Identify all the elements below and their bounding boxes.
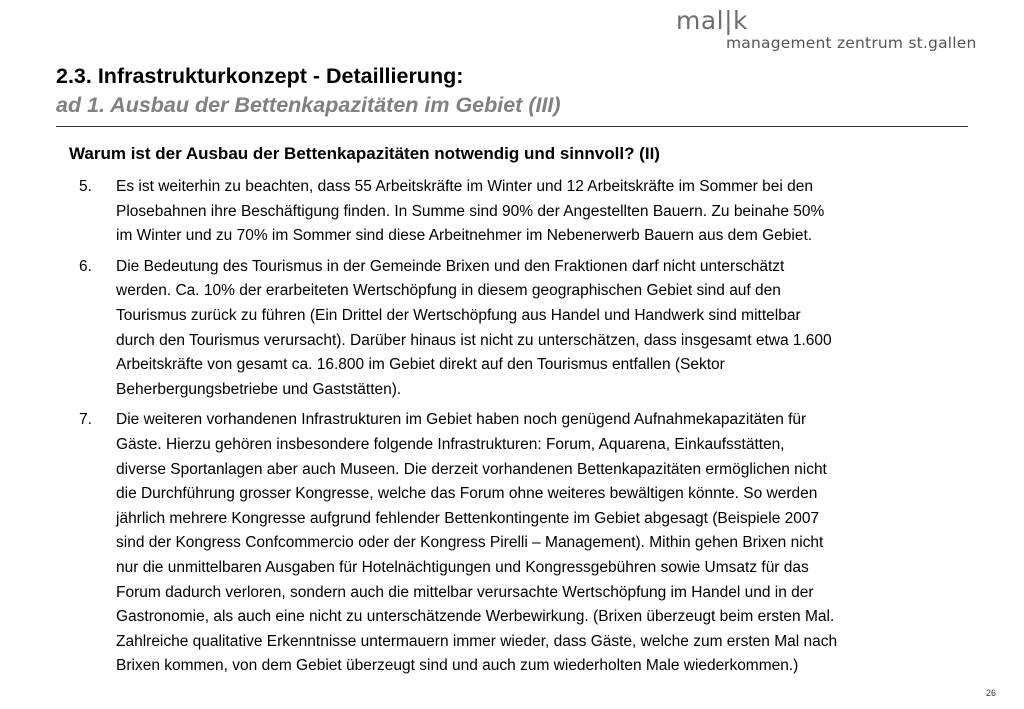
list-item-text-line: Tourismus zurück zu führen (Ein Drittel der Wertschöpfung aus Handel und Handwerk sind mittelbar xyxy=(116,306,801,324)
numbered-list xyxy=(79,175,979,685)
list-item-text-line: Die weiteren vorhandenen Infrastrukturen im Gebiet haben noch genügend Aufnahmekapazitäten für xyxy=(116,411,807,429)
list-item xyxy=(79,255,979,403)
slide-subtitle: ad 1. Ausbau der Bettenkapazitäten im Gebiet (III) xyxy=(56,93,561,117)
list-item-number: 7. xyxy=(79,411,92,429)
logo-subtitle: management zentrum st.gallen xyxy=(726,34,977,52)
list-item-text-line: sind der Kongress Confcommercio oder der Kongress Pirelli – Management). Mithin gehen Brixen nicht xyxy=(116,534,824,552)
list-item-text-line: durch den Tourismus verursacht). Darüber hinaus ist nicht zu unterschätzen, dass insgesamt etwa 1.600 xyxy=(116,331,832,349)
list-item-text-line: werden. Ca. 10% der erarbeiteten Wertschöpfung in diesem geographischen Gebiet sind auf den xyxy=(116,282,781,300)
list-item-text-line: Beherbergungsbetriebe und Gaststätten). xyxy=(116,380,402,398)
list-item-text-line: diverse Sportanlagen aber auch Museen. Die derzeit vorhandenen Bettenkapazitäten ermöglichen nicht xyxy=(116,460,827,478)
list-item-number: 5. xyxy=(79,178,92,195)
list-item-text-line: jährlich mehrere Kongresse aufgrund fehlender Bettenkontingente im Gebiet abgesagt (Beispiele 2007 xyxy=(116,509,820,527)
list-item-text-line: Brixen kommen, von dem Gebiet überzeugt sind und auch zum wiederholten Male wiederkommen.) xyxy=(116,657,799,675)
title-divider xyxy=(56,126,968,127)
logo-wordmark: mal|k xyxy=(676,6,749,35)
section-heading: Warum ist der Ausbau der Bettenkapazitäten notwendig und sinnvoll? (II) xyxy=(69,144,660,163)
slide-title: 2.3. Infrastrukturkonzept - Detaillierung: xyxy=(56,64,464,88)
list-item xyxy=(79,408,979,679)
list-item-text-line: Zahlreiche qualitative Erkenntnisse untermauern immer wieder, dass Gäste, welche zum ersten Mal nach xyxy=(116,632,838,650)
page-number: 26 xyxy=(986,688,997,698)
list-item-text-line: im Winter und zu 70% im Sommer sind diese Arbeitnehmer im Nebenerwerb Bauern aus dem Gebiet. xyxy=(116,227,813,245)
list-item-text-line: Es ist weiterhin zu beachten, dass 55 Arbeitskräfte im Winter und 12 Arbeitskräfte im Sommer bei den xyxy=(116,178,813,195)
list-item xyxy=(79,175,979,249)
list-item-text-line: Gastronomie, als auch eine nicht zu unterschätzende Werbewirkung. (Brixen überzeugt beim ersten Mal. xyxy=(116,608,835,626)
list-item-text-line: Die Bedeutung des Tourismus in der Gemeinde Brixen und den Fraktionen darf nicht unterschätzt xyxy=(116,257,785,275)
list-item-text-line: Arbeitskräfte von gesamt ca. 16.800 im Gebiet direkt auf den Tourismus entfallen (Sektor xyxy=(116,356,725,374)
list-item-text-line: Gäste. Hierzu gehören insbesondere folgende Infrastrukturen: Forum, Aquarena, Einkaufsstätten, xyxy=(116,435,785,453)
list-item-text-line: die Durchführung grosser Kongresse, welche das Forum ohne weiteres bewältigen könnte. So werden xyxy=(116,485,818,503)
list-item-text-line: Plosebahnen ihre Beschäftigung finden. In Summe sind 90% der Angestellten Bauern. Zu beinahe 50% xyxy=(116,202,825,220)
list-item-number: 6. xyxy=(79,257,92,275)
list-item-text-line: Forum dadurch verloren, sondern auch die mittelbar verursachte Wertschöpfung im Handel und in der xyxy=(116,583,814,601)
malik-logo xyxy=(676,4,748,38)
list-item-text-line: nur die unmittelbaren Ausgaben für Hotelnächtigungen und Kongressgebühren sowie Umsatz für das xyxy=(116,558,809,576)
